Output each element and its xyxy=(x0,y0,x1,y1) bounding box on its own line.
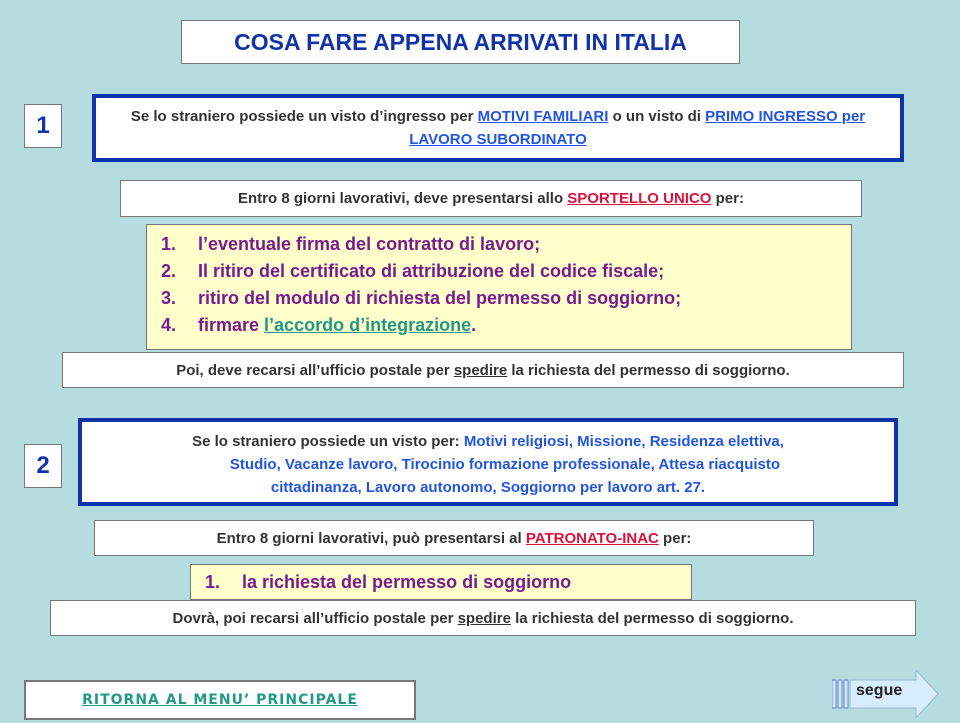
section-2-step-box xyxy=(190,564,692,600)
section-1-number: 1 xyxy=(24,104,62,148)
section-1-deadline-text xyxy=(238,190,744,207)
deadline-prefix: Entro 8 giorni lavorativi, deve presentarsi allo xyxy=(238,190,568,207)
post2-underline: spedire xyxy=(457,609,511,627)
deadline-suffix: per: xyxy=(711,190,744,207)
section-2-visa-box xyxy=(78,418,898,506)
link-accordo-integrazione[interactable]: l’accordo d’integrazione xyxy=(264,315,472,335)
page-title: COSA FARE APPENA ARRIVATI IN ITALIA xyxy=(181,20,740,64)
visa-text-mid: o un visto di xyxy=(608,108,706,125)
step-number: 3. xyxy=(161,288,177,308)
post-suffix: la richiesta del permesso di soggiorno. xyxy=(507,361,790,379)
section-1-visa-text xyxy=(106,105,890,151)
section-1-post-box xyxy=(62,352,904,388)
step-text: l’eventuale firma del contratto di lavoro; xyxy=(198,234,541,254)
deadline2-suffix: per: xyxy=(658,529,692,547)
list-item xyxy=(161,285,851,312)
step-suffix: . xyxy=(471,315,477,335)
step-text: ritiro del modulo di richiesta del permesso di soggiorno; xyxy=(198,288,682,308)
step-number: 1. xyxy=(161,234,177,254)
post2-suffix: la richiesta del permesso di soggiorno. xyxy=(510,609,794,627)
link-sportello-unico[interactable]: SPORTELLO UNICO xyxy=(567,190,712,207)
section-2-post-text xyxy=(172,610,793,627)
segue-label[interactable]: segue xyxy=(856,682,903,699)
link-primo-ingresso[interactable]: PRIMO INGRESSO per LAVORO SUBORDINATO xyxy=(409,108,866,148)
section-2-visa-text xyxy=(92,430,884,499)
post-prefix: Poi, deve recarsi all’ufficio postale per xyxy=(176,361,454,379)
visa2-reasons-line3: cittadinanza, Lavoro autonomo, Soggiorno per lavoro art. 27. xyxy=(270,479,706,496)
segue-next-button[interactable] xyxy=(832,670,940,718)
section-1-steps-box xyxy=(146,224,852,350)
section-2-number: 2 xyxy=(24,444,62,488)
step-number: 2. xyxy=(161,261,177,281)
step-number: 4. xyxy=(161,315,177,335)
post2-prefix: Dovrà, poi recarsi all’ufficio postale per xyxy=(172,609,458,627)
visa2-reasons-line1: Motivi religiosi, Missione, Residenza elettiva, xyxy=(463,433,784,450)
section-1-deadline-box xyxy=(120,180,862,217)
step-text: la richiesta del permesso di soggiorno xyxy=(242,572,572,592)
section-2-deadline-box xyxy=(94,520,814,556)
back-to-menu-label[interactable]: RITORNA AL MENU’ PRINCIPALE xyxy=(82,692,358,708)
section-1-visa-box xyxy=(92,94,904,162)
section-1-post-text xyxy=(176,362,790,379)
link-motivi-familiari[interactable]: MOTIVI FAMILIARI xyxy=(477,108,609,125)
section-2-visa-line1 xyxy=(92,430,884,453)
section-2-deadline-text xyxy=(217,530,692,547)
step-number: 1. xyxy=(205,572,221,592)
step-text: firmare xyxy=(198,315,265,335)
list-item xyxy=(205,569,691,596)
visa2-reasons-line2: Studio, Vacanze lavoro, Tirocinio formazione professionale, Attesa riacquisto xyxy=(229,456,781,473)
section-2-post-box xyxy=(50,600,916,636)
section-1-steps-list xyxy=(161,231,851,339)
link-patronato-inac[interactable]: PATRONATO-INAC xyxy=(525,529,659,547)
deadline2-prefix: Entro 8 giorni lavorativi, può presentarsi al xyxy=(216,529,526,547)
post-underline: spedire xyxy=(453,361,508,379)
back-to-menu-button[interactable] xyxy=(24,680,416,720)
step-text: Il ritiro del certificato di attribuzione del codice fiscale; xyxy=(198,261,665,281)
visa2-prefix: Se lo straniero possiede un visto per: xyxy=(192,433,464,450)
list-item xyxy=(161,312,851,339)
list-item xyxy=(161,258,851,285)
list-item xyxy=(161,231,851,258)
visa-text-prefix: Se lo straniero possiede un visto d’ingresso per xyxy=(130,108,478,125)
